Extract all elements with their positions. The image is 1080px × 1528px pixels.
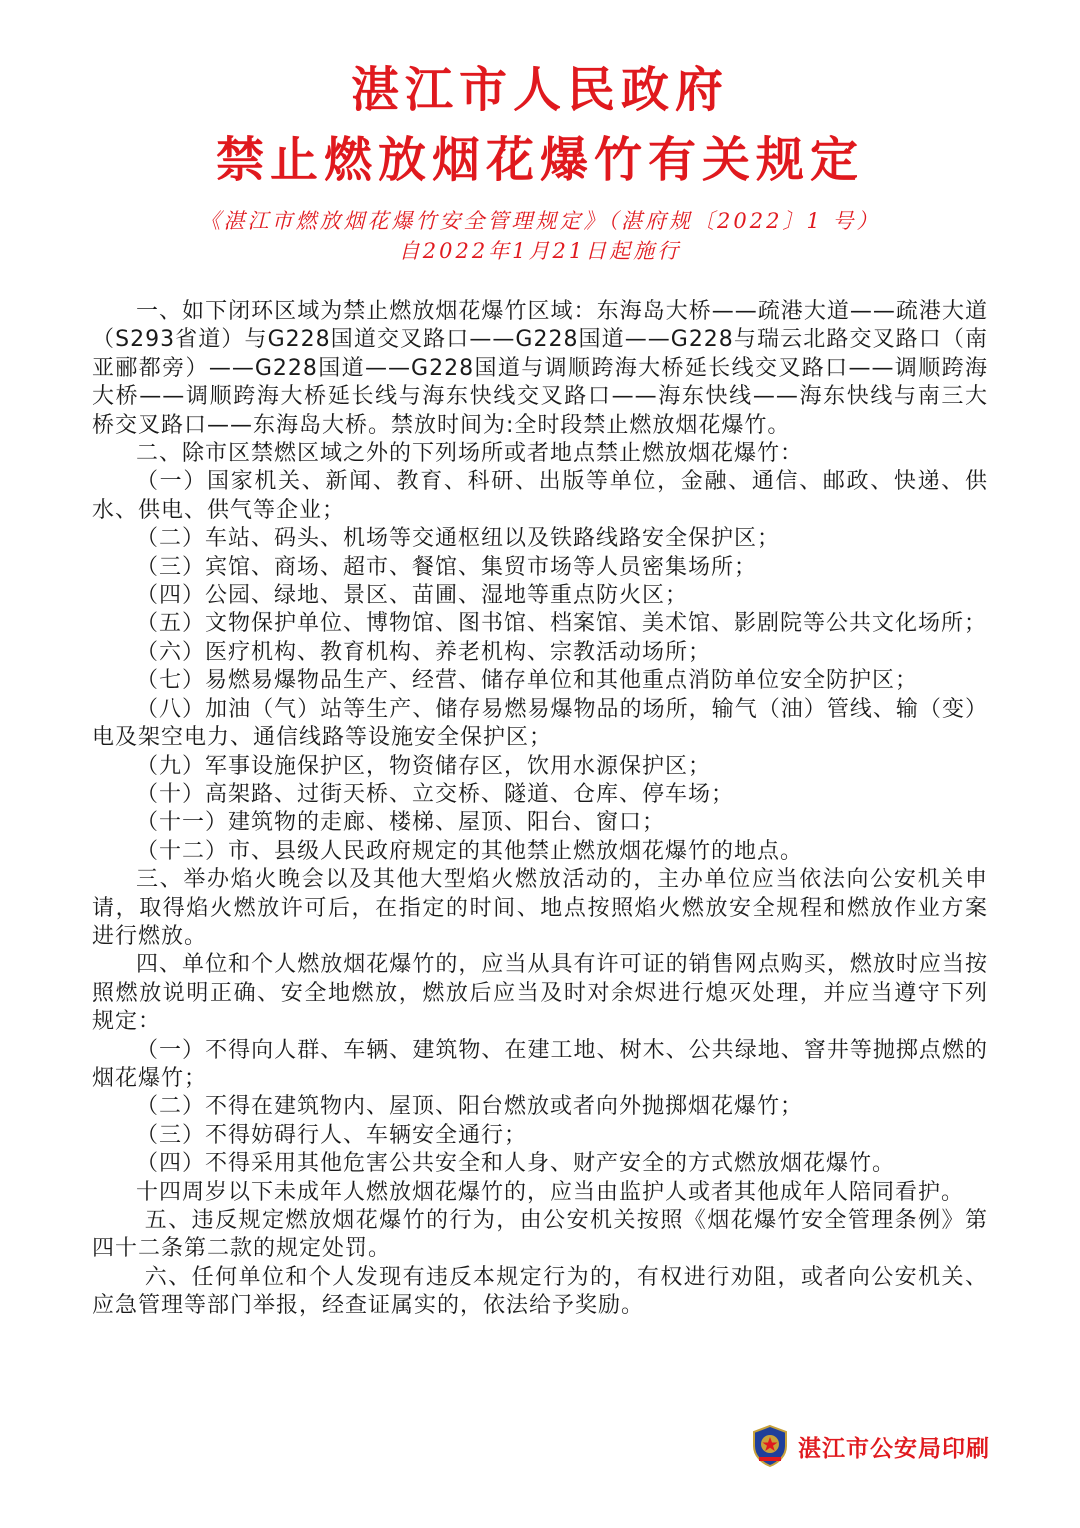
- item-2-7: （七）易燃易爆物品生产、经营、储存单位和其他重点消防单位安全防护区；: [136, 668, 919, 694]
- paragraph-1: 一、如下闭环区域为禁止燃放烟花爆竹区域：东海岛大桥——疏港大道——疏港大道（S293省道）与G228国道交叉路口——G228国道——G228与瑞云北路交叉路口（南亚郦都旁）——G228国道——G228国道与调顺跨海大桥延长线交叉路口——调顺跨海大桥——调顺跨海大桥延长线与海东快线交叉路口——海东快线——海东快线与南三大桥交叉路口——东海岛大桥。禁放时间为:全时段禁止燃放烟花爆竹。: [92, 299, 988, 438]
- printer-credit: 湛江市公安局印刷: [798, 1434, 990, 1462]
- paragraph-2: 二、除市区禁燃区域之外的下列场所或者地点禁止燃放烟花爆竹：: [136, 441, 804, 467]
- paragraph-4: 四、单位和个人燃放烟花爆竹的，应当从具有许可证的销售网点购买，燃放时应当按照燃放说明正确、安全地燃放，燃放后应当及时对余烬进行熄灭处理，并应当遵守下列规定：: [92, 952, 988, 1035]
- item-4-3: （三）不得妨碍行人、车辆安全通行；: [136, 1122, 528, 1148]
- item-2-10: （十）高架路、过街天桥、立交桥、隧道、仓库、停车场；: [136, 781, 735, 807]
- item-2-1: （一）国家机关、新闻、教育、科研、出版等单位，金融、通信、邮政、快递、供水、供电、供气等企业；: [92, 469, 988, 523]
- document-title-line1: 湛江市人民政府: [350, 62, 729, 118]
- item-2-4: （四）公园、绿地、景区、苗圃、湿地等重点防火区；: [136, 583, 689, 609]
- item-2-6: （六）医疗机构、教育机构、养老机构、宗教活动场所；: [136, 639, 712, 665]
- item-2-3: （三）宾馆、商场、超市、餐馆、集贸市场等人员密集场所；: [136, 554, 758, 580]
- item-2-9: （九）军事设施保护区，物资储存区，饮用水源保护区；: [136, 753, 712, 779]
- regulation-reference: 《湛江市燃放烟花爆竹安全管理规定》（湛府规〔2022〕1 号）: [199, 209, 881, 233]
- paragraph-3: 三、举办焰火晚会以及其他大型焰火燃放活动的，主办单位应当依法向公安机关申请，取得焰火燃放许可后，在指定的时间、地点按照焰火燃放安全规程和燃放作业方案进行燃放。: [92, 867, 988, 949]
- police-emblem-icon: [750, 1424, 790, 1468]
- document-title-line2: 禁止燃放烟花爆竹有关规定: [215, 132, 864, 188]
- document-body: [92, 298, 988, 1321]
- item-4-1: （一）不得向人群、车辆、建筑物、在建工地、树木、公共绿地、窨井等抛掷点燃的烟花爆竹；: [92, 1037, 988, 1091]
- printer-footer: [750, 1424, 990, 1468]
- item-2-11: （十一）建筑物的走廊、楼梯、屋顶、阳台、窗口；: [136, 810, 666, 836]
- title-block: [0, 58, 1080, 192]
- effective-date: 自2022年1月21日起施行: [398, 239, 682, 263]
- item-2-5: （五）文物保护单位、博物馆、图书馆、档案馆、美术馆、影剧院等公共文化场所；: [136, 611, 988, 637]
- item-4-4: （四）不得采用其他危害公共安全和人身、财产安全的方式燃放烟花爆竹。: [136, 1151, 896, 1177]
- item-4-2: （二）不得在建筑物内、屋顶、阳台燃放或者向外抛掷烟花爆竹；: [136, 1094, 804, 1120]
- item-2-8: （八）加油（气）站等生产、储存易燃易爆物品的场所，输气（油）管线、输（变）电及架空电力、通信线路等设施安全保护区；: [92, 696, 988, 751]
- subtitle-block: [0, 206, 1080, 266]
- item-2-12: （十二）市、县级人民政府规定的其他禁止燃放烟花爆竹的地点。: [136, 838, 804, 864]
- minor-supervision-note: 十四周岁以下未成年人燃放烟花爆竹的，应当由监护人或者其他成年人陪同看护。: [136, 1179, 965, 1205]
- paragraph-6: 六、任何单位和个人发现有违反本规定行为的，有权进行劝阻，或者向公安机关、应急管理等部门举报，经查证属实的，依法给予奖励。: [92, 1264, 988, 1319]
- item-2-2: （二）车站、码头、机场等交通枢纽以及铁路线路安全保护区；: [136, 526, 781, 552]
- paragraph-5: 五、违反规定燃放烟花爆竹的行为，由公安机关按照《烟花爆竹安全管理条例》第四十二条第二款的规定处罚。: [92, 1208, 988, 1262]
